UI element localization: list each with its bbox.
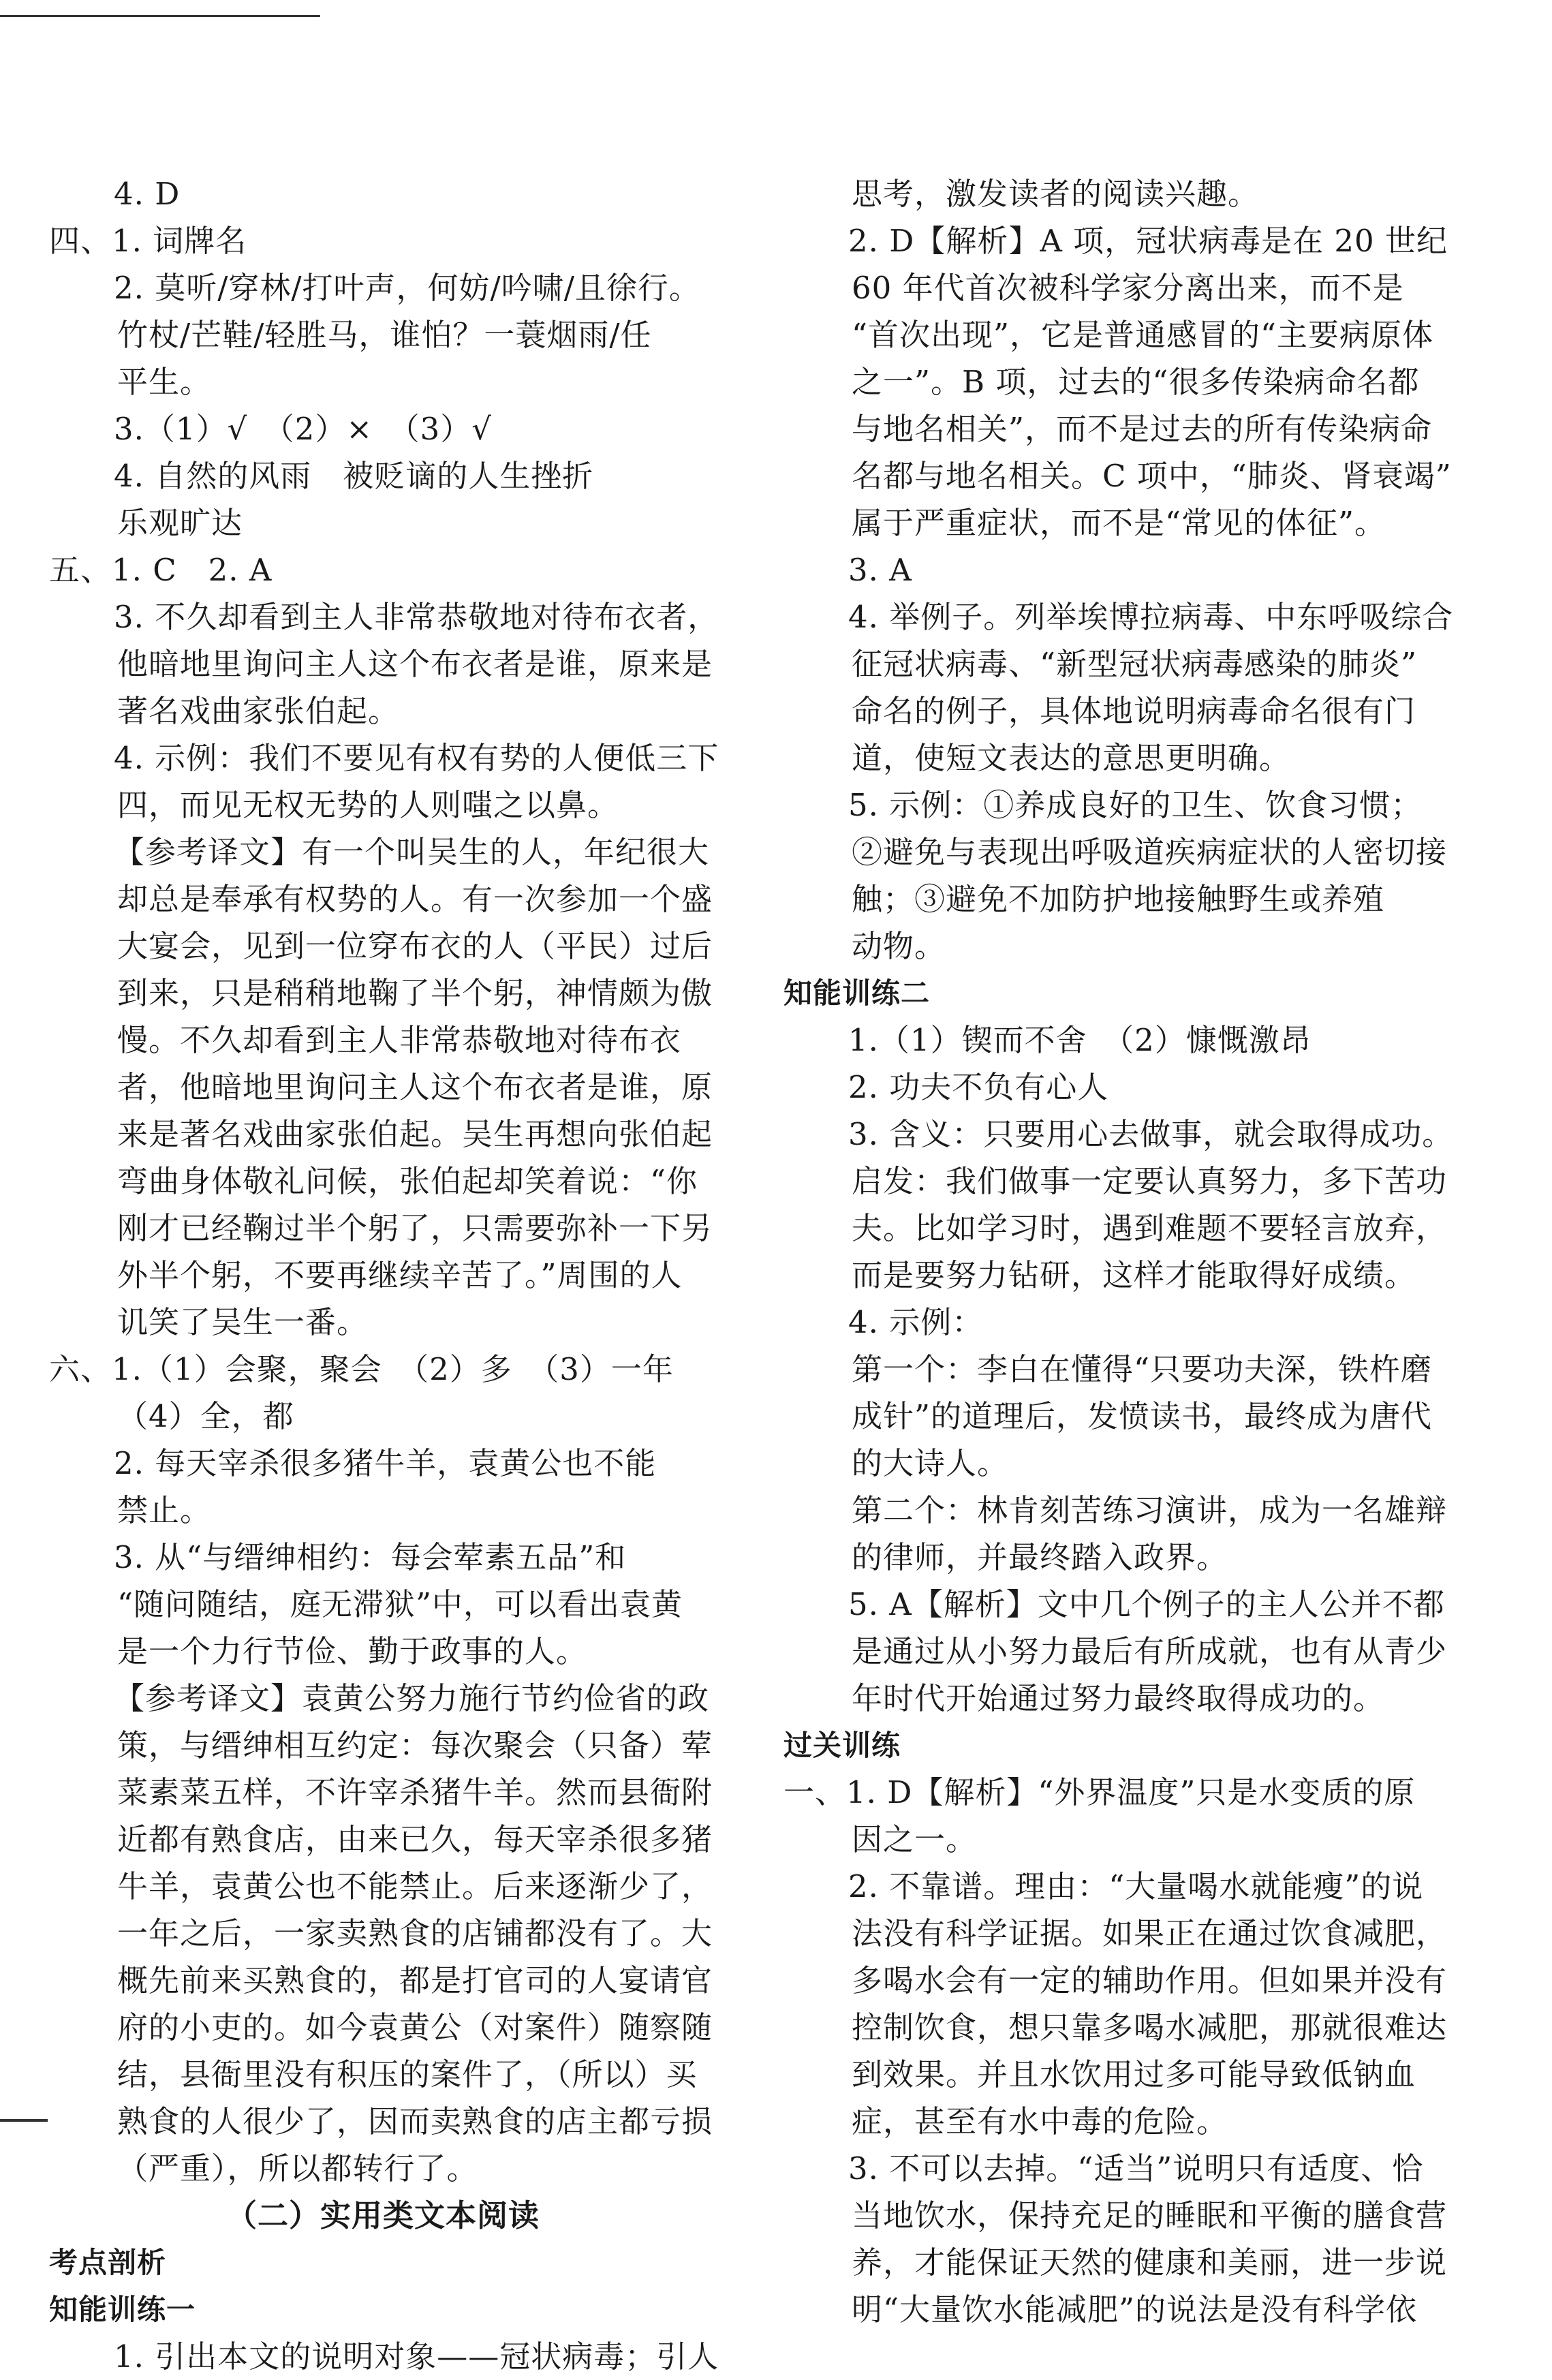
left-column-line: 【参考译文】有一个叫吴生的人，年纪很大 <box>114 834 710 870</box>
top-rule <box>0 15 320 17</box>
right-column-line: 属于严重症状，而不是“常见的体征”。 <box>852 505 1386 541</box>
right-column-line: 3. 含义：只要用心去做事，就会取得成功。 <box>848 1116 1454 1152</box>
left-column-line: 【参考译文】袁黄公努力施行节约俭省的政 <box>114 1680 710 1716</box>
left-column-line: 4. 自然的风雨 被贬谪的人生挫折 <box>114 458 594 494</box>
right-column-line: 之一”。B 项，过去的“很多传染病命名都 <box>852 364 1420 400</box>
left-column-line: 策，与缙绅相互约定：每次聚会（只备）荤 <box>117 1727 713 1763</box>
left-column-line: 者，他暗地里询问主人这个布衣者是谁，原 <box>117 1069 713 1105</box>
right-column-line: 多喝水会有一定的辅助作用。但如果并没有 <box>852 1962 1448 1998</box>
right-column-line: 命名的例子，具体地说明病毒命名很有门 <box>852 693 1416 729</box>
right-column-line: 60 年代首次被科学家分离出来，而不是 <box>852 270 1404 306</box>
left-column-line: 考点剖析 <box>49 2246 167 2279</box>
left-column-line: 1. 引出本文的说明对象——冠状病毒；引人 <box>114 2338 719 2375</box>
right-column-line: 5. A【解析】文中几个例子的主人公并不都 <box>848 1586 1445 1622</box>
right-column-line: 启发：我们做事一定要认真努力，多下苦功 <box>852 1163 1448 1199</box>
left-column-line: 竹杖/芒鞋/轻胜马，谁怕？一蓑烟雨/任 <box>117 317 652 353</box>
right-column-line: 道，使短文表达的意思更明确。 <box>852 740 1291 776</box>
left-column-line: 四、1. 词牌名 <box>49 223 247 259</box>
left-column-line: 到来，只是稍稍地鞠了半个躬，神情颇为傲 <box>117 975 713 1011</box>
right-column-line: 而是要努力钻研，这样才能取得好成绩。 <box>852 1257 1416 1293</box>
right-column-line: 第一个：李白在懂得“只要功夫深，铁杵磨 <box>852 1351 1433 1387</box>
right-column-line: 是通过从小努力最后有所成就，也有从青少 <box>852 1633 1448 1669</box>
left-column-line: 4. 示例：我们不要见有权有势的人便低三下 <box>114 740 719 776</box>
left-column-line: 2. 莫听/穿林/打叶声，何妨/吟啸/且徐行。 <box>114 270 700 306</box>
left-column-line: 2. 每天宰杀很多猪牛羊，袁黄公也不能 <box>114 1445 657 1481</box>
right-column-line: 3. 不可以去掉。“适当”说明只有适度、恰 <box>848 2150 1424 2186</box>
left-column-line: 3. 不久却看到主人非常恭敬地对待布衣者， <box>114 599 719 635</box>
left-column-line: 著名戏曲家张伯起。 <box>117 693 400 729</box>
left-column-line: 知能训练一 <box>49 2293 196 2326</box>
right-column-line: 名都与地名相关。C 项中，“肺炎、肾衰竭” <box>852 458 1452 494</box>
left-column-line: 却总是奉承有权势的人。有一次参加一个盛 <box>117 881 713 917</box>
left-column-line: 刚才已经鞠过半个躬了，只需要弥补一下另 <box>117 1210 713 1246</box>
right-column-line: 征冠状病毒、“新型冠状病毒感染的肺炎” <box>852 646 1418 682</box>
left-column-line: 结，县衙里没有积压的案件了，（所以）买 <box>117 2056 698 2092</box>
right-column-line: 养，才能保证天然的健康和美丽，进一步说 <box>852 2244 1448 2281</box>
right-column <box>783 170 1512 2333</box>
right-column-line: 症，甚至有水中毒的危险。 <box>852 2103 1228 2139</box>
left-column-line: 牛羊，袁黄公也不能禁止。后来逐渐少了， <box>117 1868 713 1904</box>
left-column-line: 概先前来买熟食的，都是打官司的人宴请官 <box>117 1962 713 1998</box>
page-footer-rule <box>0 2119 48 2122</box>
right-column-line: 第二个：林肯刻苦练习演讲，成为一名雄辩 <box>852 1492 1448 1528</box>
left-column-line: 府的小吏的。如今袁黄公（对案件）随察随 <box>117 2009 713 2045</box>
right-column-line: 2. D【解析】A 项，冠状病毒是在 20 世纪 <box>848 223 1448 259</box>
right-column-line: 的律师，并最终踏入政界。 <box>852 1539 1228 1575</box>
right-column-line: 触；③避免不加防护地接触野生或养殖 <box>852 881 1385 917</box>
right-column-line: 与地名相关”，而不是过去的所有传染病命 <box>852 411 1433 447</box>
right-column-line: 的大诗人。 <box>852 1445 1009 1481</box>
left-column-line: 讥笑了吴生一番。 <box>117 1304 369 1340</box>
right-column-line: 动物。 <box>852 928 946 964</box>
right-column-line: 思考，激发读者的阅读兴趣。 <box>852 176 1260 212</box>
right-column-line: 控制饮食，想只靠多喝水减肥，那就很难达 <box>852 2009 1448 2045</box>
left-column-line: 3.（1）√ （2）× （3）√ <box>114 411 492 447</box>
right-column-line: 成针”的道理后，发愤读书，最终成为唐代 <box>852 1398 1433 1434</box>
right-column-line: 到效果。并且水饮用过多可能导致低钠血 <box>852 2056 1416 2092</box>
left-column-line: 他暗地里询问主人这个布衣者是谁，原来是 <box>117 646 713 682</box>
left-column-line: 近都有熟食店，由来已久，每天宰杀很多猪 <box>117 1821 713 1857</box>
right-column-line: 5. 示例：①养成良好的卫生、饮食习惯； <box>848 787 1423 823</box>
right-column-line: 1.（1）锲而不舍 （2）慷慨激昂 <box>848 1022 1312 1058</box>
right-column-line: 因之一。 <box>852 1821 978 1857</box>
left-column-line: 来是著名戏曲家张伯起。吴生再想向张伯起 <box>117 1116 713 1152</box>
left-column-line: 4. D <box>114 176 181 212</box>
right-column-line: 3. A <box>848 552 912 588</box>
left-column-line: 五、1. C 2. A <box>49 552 273 588</box>
left-column-line: 六、1.（1）会聚，聚会 （2）多 （3）一年 <box>49 1351 674 1387</box>
left-column-line: （二）实用类文本阅读 <box>226 2197 540 2234</box>
right-column-line: 知能训练二 <box>783 976 931 1010</box>
left-column-line: 弯曲身体敬礼问候，张伯起却笑着说：“你 <box>117 1163 698 1199</box>
left-column-line: 乐观旷达 <box>117 505 243 541</box>
right-column-line: 法没有科学证据。如果正在通过饮食减肥， <box>852 1915 1448 1951</box>
left-column-line: （严重），所以都转行了。 <box>117 2150 478 2186</box>
right-column-line: “首次出现”，它是普通感冒的“主要病原体 <box>852 317 1434 353</box>
right-column-line: 当地饮水，保持充足的睡眠和平衡的膳食营 <box>852 2197 1448 2234</box>
left-column-line: 四，而见无权无势的人则嗤之以鼻。 <box>117 787 619 823</box>
left-column-line: 一年之后，一家卖熟食的店铺都没有了。大 <box>117 1915 713 1951</box>
left-column-line: 熟食的人很少了，因而卖熟食的店主都亏损 <box>117 2103 713 2139</box>
left-column-line: 3. 从“与缙绅相约：每会荤素五品”和 <box>114 1539 627 1575</box>
right-column-line: 2. 功夫不负有心人 <box>848 1069 1109 1105</box>
left-column-line: 慢。不久却看到主人非常恭敬地对待布衣 <box>117 1022 682 1058</box>
left-column-line: 外半个躬，不要再继续辛苦了。”周围的人 <box>117 1257 683 1293</box>
right-column-line: 夫。比如学习时，遇到难题不要轻言放弃， <box>852 1210 1448 1246</box>
left-column-line: “随问随结，庭无滞狱”中，可以看出袁黄 <box>117 1586 683 1622</box>
right-column-line: 2. 不靠谱。理由：“大量喝水就能瘦”的说 <box>848 1868 1424 1904</box>
left-column-line: 大宴会，见到一位穿布衣的人（平民）过后 <box>117 928 713 964</box>
right-column-line: 年时代开始通过努力最终取得成功的。 <box>852 1680 1385 1716</box>
right-column-line: 4. 举例子。列举埃博拉病毒、中东呼吸综合 <box>848 599 1454 635</box>
left-column-line: 禁止。 <box>117 1492 212 1528</box>
left-column-line: 是一个力行节俭、勤于政事的人。 <box>117 1633 588 1669</box>
right-column-line: 一、1. D【解析】“外界温度”只是水变质的原 <box>783 1774 1416 1810</box>
right-column-line: 明“大量饮水能减肥”的说法是没有科学依 <box>852 2291 1418 2328</box>
right-column-line: ②避免与表现出呼吸道疾病症状的人密切接 <box>852 834 1448 870</box>
left-column-line: 菜素菜五样，不许宰杀猪牛羊。然而县衙附 <box>117 1774 713 1810</box>
right-column-line: 4. 示例： <box>848 1304 984 1340</box>
right-column-line: 过关训练 <box>783 1729 901 1762</box>
left-column <box>49 170 785 2380</box>
left-column-line: （4）全，都 <box>117 1398 294 1434</box>
left-column-line: 平生。 <box>117 364 212 400</box>
